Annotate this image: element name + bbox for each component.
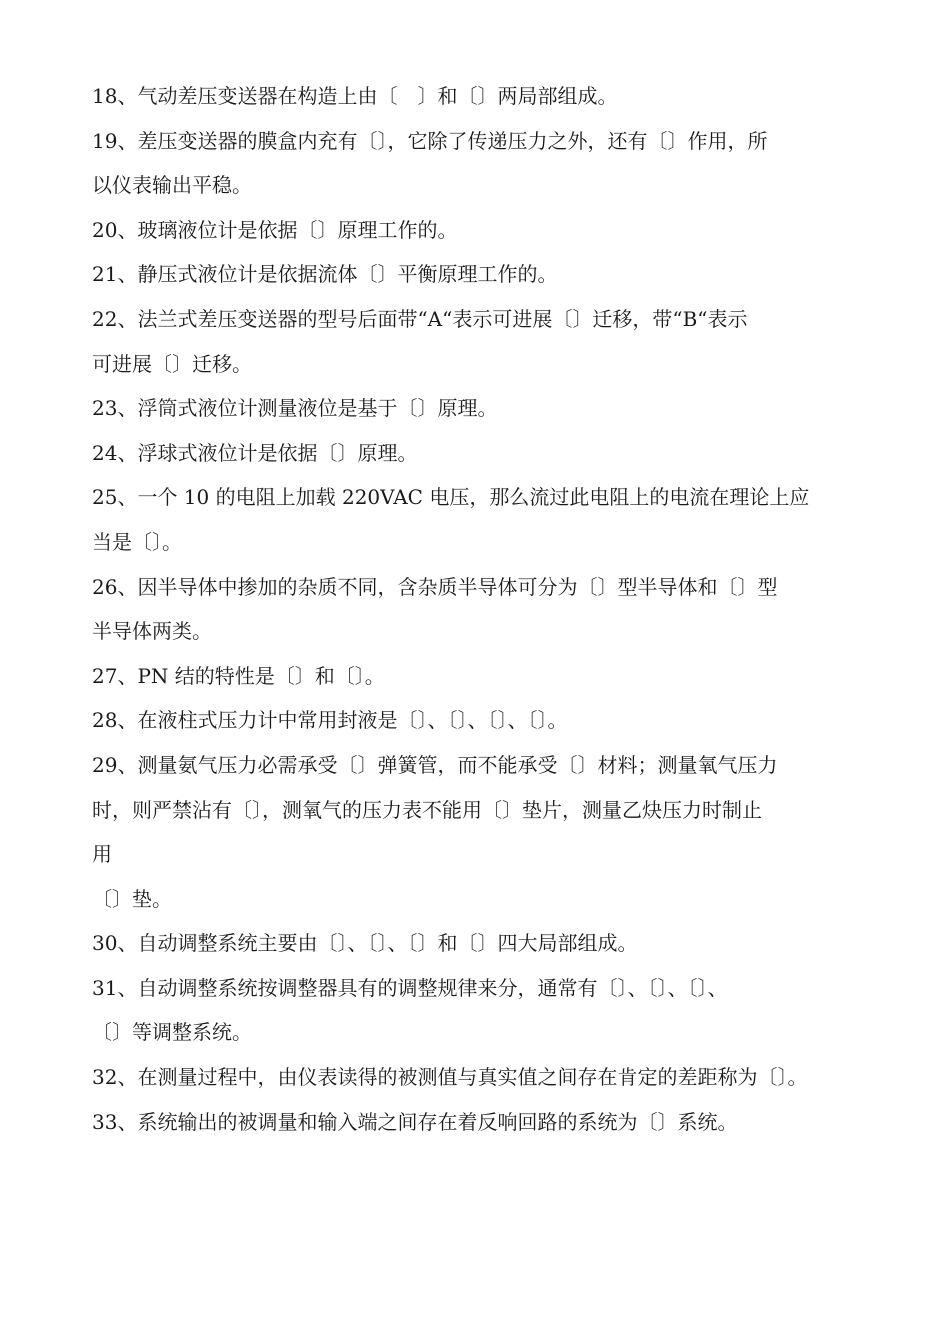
question-31-line-2: 〔〕等调整系统。 [92, 1020, 252, 1045]
question-19-line-1: 19、差压变送器的膜盒内充有〔〕，它除了传递压力之外，还有〔〕作用，所 [92, 128, 768, 153]
question-29-line-3: 用 [92, 842, 112, 867]
question-29-line-4: 〔〕垫。 [92, 886, 172, 911]
question-21: 21、静压式液位计是依据流体〔〕平衡原理工作的。 [92, 262, 558, 287]
question-22-line-1: 22、法兰式差压变送器的型号后面带“A“表示可进展〔〕迁移，带“B“表示 [92, 306, 748, 331]
question-26-line-1: 26、因半导体中掺加的杂质不同，含杂质半导体可分为〔〕型半导体和〔〕型 [92, 574, 778, 599]
question-25-line-1: 25、一个 10 的电阻上加载 220VAC 电压，那么流过此电阻上的电流在理论上应 [92, 485, 810, 510]
question-22-line-2: 可进展〔〕迁移。 [92, 351, 252, 376]
document-page [92, 74, 862, 1144]
question-26-line-2: 半导体两类。 [92, 619, 212, 644]
question-30: 30、自动调整系统主要由〔〕、〔〕、〔〕和〔〕四大局部组成。 [92, 931, 638, 956]
question-25-line-2: 当是〔〕。 [92, 529, 182, 554]
question-24: 24、浮球式液位计是依据〔〕原理。 [92, 440, 418, 465]
question-20: 20、玻璃液位计是依据〔〕原理工作的。 [92, 217, 458, 242]
question-18: 18、气动差压变送器在构造上由〔 〕和〔〕两局部组成。 [92, 84, 618, 108]
question-29-line-1: 29、测量氨气压力必需承受〔〕弹簧管，而不能承受〔〕材料；测量氧气压力 [92, 752, 778, 777]
question-19-line-2: 以仪表输出平稳。 [92, 173, 252, 198]
question-29-line-2: 时，则严禁沾有〔〕，测氧气的压力表不能用〔〕垫片，测量乙炔压力时制止 [92, 797, 762, 822]
question-32: 32、在测量过程中，由仪表读得的被测值与真实值之间存在肯定的差距称为〔〕。 [92, 1065, 808, 1090]
question-28: 28、在液柱式压力计中常用封液是〔〕、〔〕、〔〕、〔〕。 [92, 708, 568, 733]
question-27: 27、PN 结的特性是〔〕和〔〕。 [92, 663, 385, 688]
question-31-line-1: 31、自动调整系统按调整器具有的调整规律来分，通常有〔〕、〔〕、〔〕、 [92, 975, 728, 1000]
question-33: 33、系统输出的被调量和输入端之间存在着反响回路的系统为〔〕系统。 [92, 1109, 738, 1134]
question-23: 23、浮筒式液位计测量液位是基于〔〕原理。 [92, 396, 498, 421]
